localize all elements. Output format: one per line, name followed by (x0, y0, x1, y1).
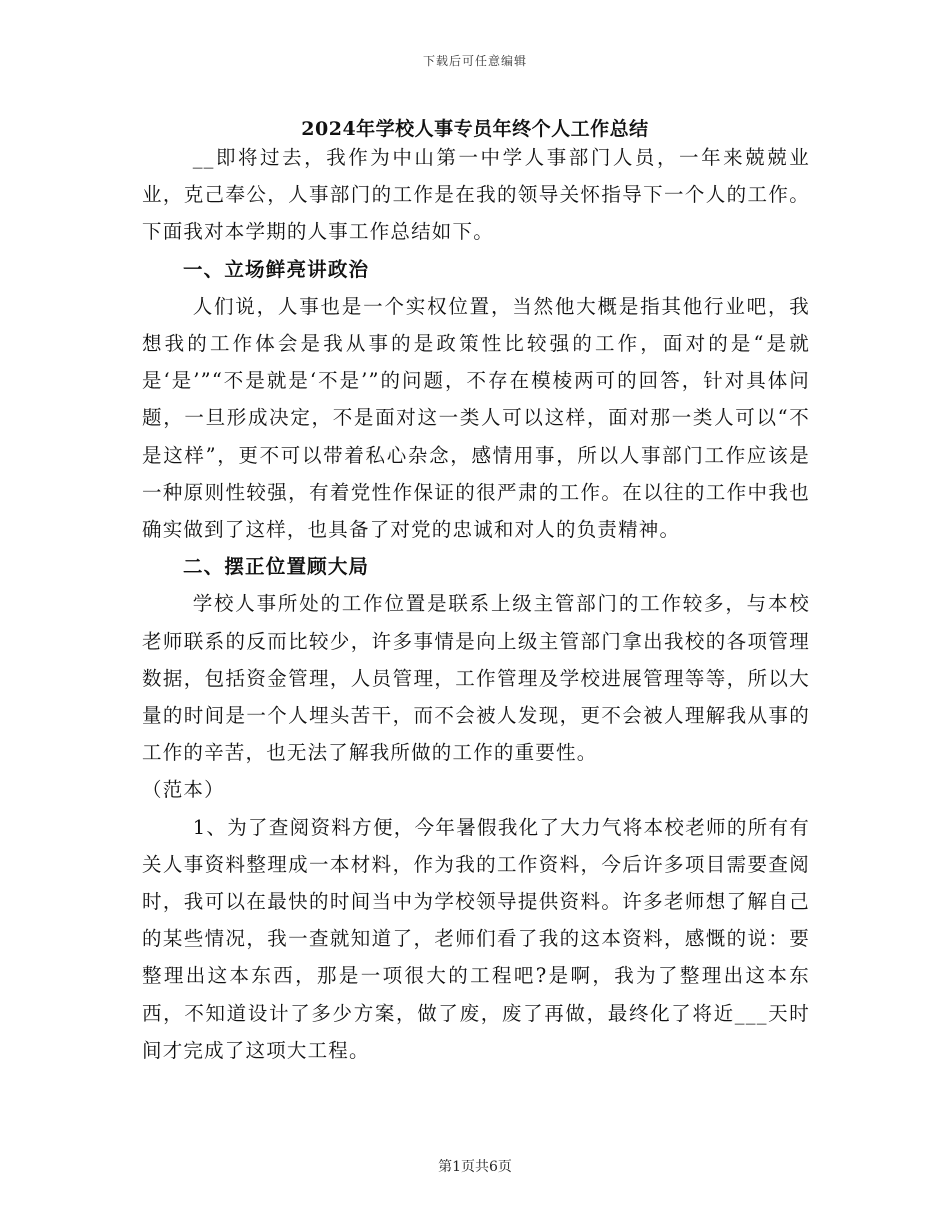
sample-note: （范本） (142, 778, 225, 802)
document-title: 2024年学校人事专员年终个人工作总结 (301, 118, 649, 140)
item-1-paragraph: 1、为了查阅资料方便，今年暑假我化了大力气将本校老师的所有有关人事资料整理成一本材料，作为我的工作资料，今后许多项目需要查阅时，我可以在最快的时间当中为学校领导提供资料。许多老师想了解自己的某些情况，我一查就知道了，老师们看了我的这本资料，感慨的说：要整理出这本东西，那是一项很大的工程吧?是啊，我为了整理出这本东西，不知道设计了多少方案，做了废，废了再做，最终化了将近___天时间才完成了这项大工程。 (142, 815, 810, 1062)
intro-paragraph: __即将过去，我作为中山第一中学人事部门人员，一年来兢兢业业，克己奉公，人事部门的工作是在我的领导关怀指导下一个人的工作。下面我对本学期的人事工作总结如下。 (142, 146, 810, 244)
section-heading-2: 二、摆正位置顾大局 (182, 555, 370, 579)
section-heading-1: 一、立场鲜亮讲政治 (182, 257, 370, 281)
page-number: 第1页共6页 (438, 1159, 512, 1175)
section-1-paragraph: 人们说，人事也是一个实权位置，当然他大概是指其他行业吧，我想我的工作体会是我从事的是政策性比较强的工作，面对的是“是就是‘是’”“不是就是‘不是’”的问题，不存在模棱两可的回答，针对具体问题，一旦形成决定，不是面对这一类人可以这样，面对那一类人可以“不是这样”，更不可以带着私心杂念，感情用事，所以人事部门工作应该是一种原则性较强，有着党性作保证的很严肃的工作。在以往的工作中我也确实做到了这样，也具备了对党的忠诚和对人的负责精神。 (142, 294, 810, 542)
section-2-paragraph: 学校人事所处的工作位置是联系上级主管部门的工作较多，与本校老师联系的反而比较少，许多事情是向上级主管部门拿出我校的各项管理数据，包括资金管理，人员管理，工作管理及学校进展管理等等，所以大量的时间是一个人埋头苦干，而不会被人发现，更不会被人理解我从事的工作的辛苦，也无法了解我所做的工作的重要性。 (142, 592, 810, 765)
header-note: 下载后可任意编辑 (422, 54, 527, 68)
document-body (142, 139, 810, 1069)
